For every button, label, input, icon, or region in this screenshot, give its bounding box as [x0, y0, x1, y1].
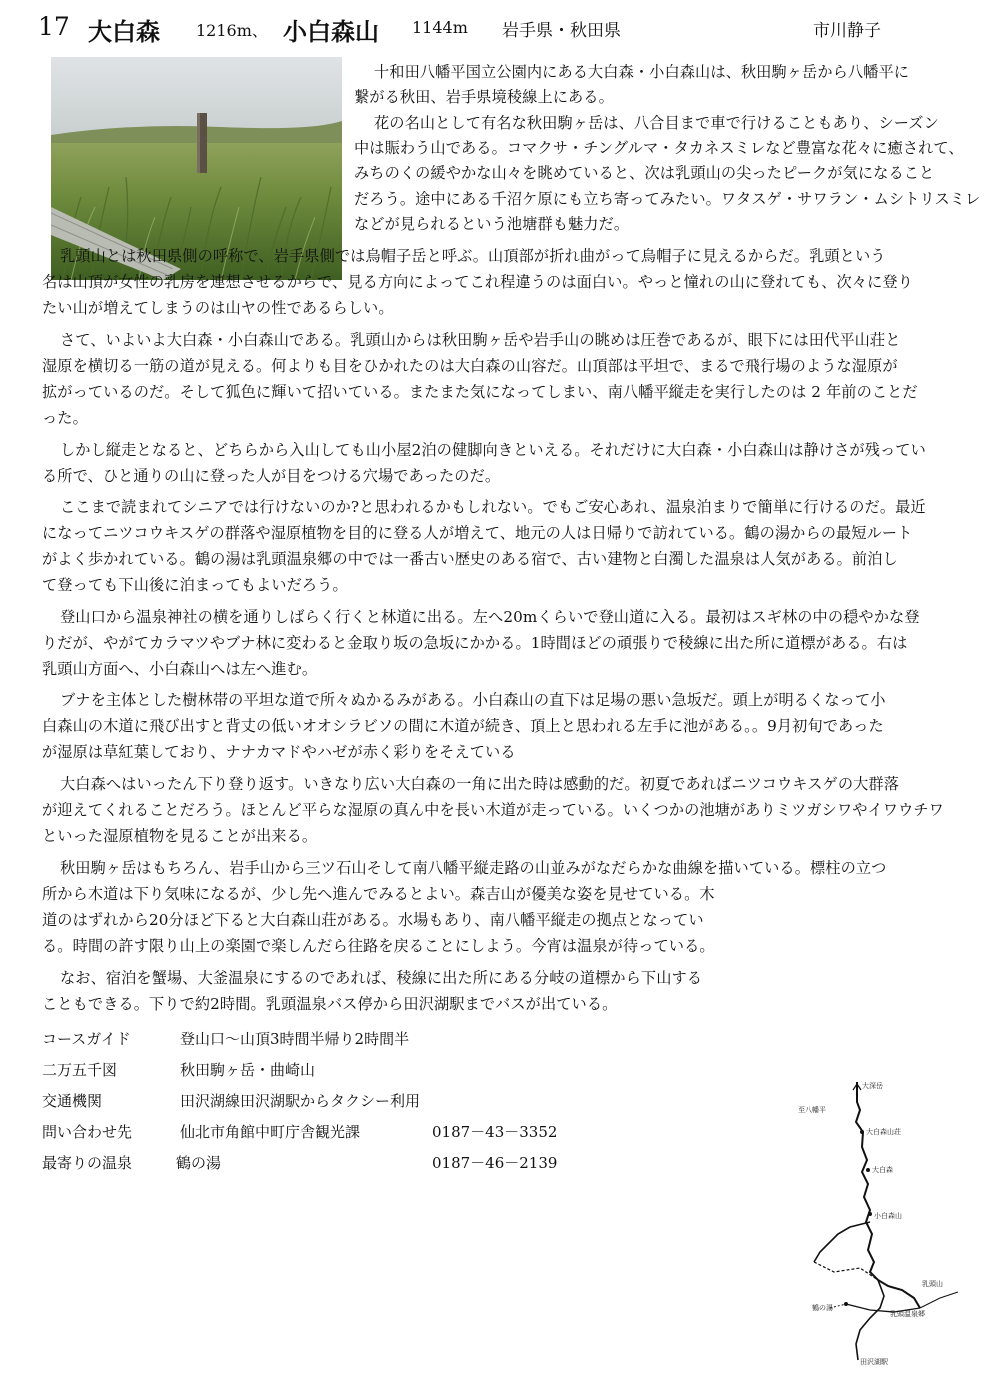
guide-value: 登山口～山頂3時間半帰り2時間半 [180, 1030, 410, 1048]
guide-label: 交通機関 [42, 1092, 103, 1110]
map-label-nyuto: 乳頭山 [922, 1280, 943, 1288]
body-line: る所で、ひと通りの山に登った人が目をつける穴場であったのだ。 [42, 467, 501, 485]
body-line: しかし縦走となると、どちらから入山しても山小屋2泊の健脚向きといえる。それだけに大白森・小白森山は静けさが残ってい [60, 441, 926, 459]
route-map [790, 1072, 965, 1372]
guide-value: 鶴の湯 [176, 1154, 222, 1172]
guide-phone: 0187－43－3352 [432, 1123, 558, 1141]
body-line: 乳頭山方面へ、小白森山へは左へ進む。 [42, 660, 318, 678]
body-line: 十和田八幡平国立公園内にある大白森・小白森山は、秋田駒ヶ岳から八幡平に [374, 63, 910, 81]
body-line: こともできる。下りで約2時間。乳頭温泉バス停から田沢湖駅までバスが出ている。 [42, 995, 618, 1013]
map-label-sanso: 大白森山荘 [866, 1128, 901, 1136]
body-line: みちのくの緩やかな山々を眺めていると、次は乳頭山の尖ったピークが気になること [354, 164, 935, 182]
body-line: なお、宿泊を蟹場、大釜温泉にするのであれば、稜線に出た所にある分岐の道標から下山する [60, 969, 703, 987]
body-line: る。時間の許す限り山上の楽園で楽しんだら往路を戻ることにしよう。今宵は温泉が待っている。 [42, 937, 715, 955]
peak1-name: 大白森 [88, 18, 160, 46]
body-line: りだが、やがてカラマツやブナ林に変わると金取り坂の急坂にかかる。1時間ほどの頑張りで稜線に出た所に道標がある。右は [42, 634, 908, 652]
body-line: 白森山の木道に飛び出すと背丈の低いオオシラビソの間に木道が続き、頂上と思われる左手に池がある。。9月初旬であった [42, 717, 884, 735]
map-label-koshiromori: 小白森山 [874, 1212, 902, 1220]
body-line: が湿原は草紅葉しており、ナナカマドやハゼが赤く彩りをそえている [42, 743, 516, 761]
guide-label: 問い合わせ先 [42, 1123, 133, 1141]
map-label-odake: 大深岳 [862, 1082, 883, 1090]
map-label-hachimantai: 至八幡平 [798, 1106, 826, 1114]
body-line: が迎えてくれることだろう。ほとんど平らな湿原の真ん中を長い木道が走っている。いくつかの池塘がありミツガシワやイワウチワ [42, 801, 944, 819]
body-line: 乳頭山とは秋田県側の呼称で、岩手県側では烏帽子岳と呼ぶ。山頂部が折れ曲がって烏帽子に見えるからだ。乳頭という [60, 247, 886, 265]
body-line: などが見られるという池塘群も魅力だ。 [354, 215, 630, 233]
body-line: ここまで読まれてシニアでは行けないのか?と思われるかもしれない。でもご安心あれ、温泉泊まりで簡単に行けるのだ。最近 [60, 498, 926, 516]
title-row [38, 10, 978, 46]
body-line: たい山が増えてしまうのは山ヤの性であるらしい。 [42, 299, 394, 317]
body-line: 道のはずれから20分ほど下ると大白森山荘がある。水場もあり、南八幡平縦走の拠点となってい [42, 911, 704, 929]
peak2-elevation: 1144m [412, 18, 468, 37]
guide-label: 最寄りの温泉 [42, 1154, 133, 1172]
author: 市川静子 [813, 21, 881, 41]
guide-value: 田沢湖線田沢湖駅からタクシー利用 [180, 1092, 421, 1110]
guide-phone: 0187－46－2139 [432, 1154, 558, 1172]
body-line: った。 [42, 409, 88, 427]
body-line: 秋田駒ヶ岳はもちろん、岩手山から三ツ石山そして南八幡平縦走路の山並みがなだらかな曲線を描いている。標柱の立つ [60, 859, 887, 877]
body-line: 花の名山として有名な秋田駒ヶ岳は、八合目まで車で行けることもあり、シーズン [374, 114, 939, 132]
guide-value: 秋田駒ヶ岳・曲崎山 [180, 1061, 316, 1079]
body-line: 所から木道は下り気味になるが、少し先へ進んでみるとよい。森吉山が優美な姿を見せている。木 [42, 885, 715, 903]
guide-label: コースガイド [42, 1030, 131, 1048]
body-line: さて、いよいよ大白森・小白森山である。乳頭山からは秋田駒ヶ岳や岩手山の眺めは圧巻であるが、眼下には田代平山荘と [60, 331, 901, 349]
map-label-onsenkyo: 乳頭温泉郷 [890, 1310, 925, 1318]
body-line: だろう。途中にある千沼ケ原にも立ち寄ってみたい。ワタスゲ・サワラン・ムシトリスミレ [354, 190, 981, 208]
chapter-number: 17 [38, 12, 70, 41]
body-line: 拡がっているのだ。そして狐色に輝いて招いている。またまた気になってしまい、南八幡平縦走を実行したのは 2 年前のことだ [42, 383, 918, 401]
body-line: 登山口から温泉神社の横を通りしばらく行くと林道に出る。左へ20mくらいで登山道に入る。最初はスギ林の中の穏やかな登 [60, 608, 920, 626]
body-line: 大白森へはいったん下り登り返す。いきなり広い大白森の一角に出た時は感動的だ。初夏であればニツコウキスゲの大群落 [60, 775, 899, 793]
body-line: といった湿原植物を見ることが出来る。 [42, 827, 318, 845]
peak1-elevation: 1216m、 [196, 21, 268, 40]
prefecture: 岩手県・秋田県 [502, 21, 621, 41]
body-line: 中は賑わう山である。コマクサ・チングルマ・タカネスミレなど豊富な花々に癒されて、 [354, 139, 964, 157]
map-label-station: 田沢湖駅 [860, 1358, 888, 1366]
body-line: がよく歩かれている。鶴の湯は乳頭温泉郷の中では一番古い歴史のある宿で、古い建物と白濁した温泉は人気がある。前泊し [42, 550, 898, 568]
map-label-oshiromori: 大白森 [872, 1166, 893, 1174]
body-line: ブナを主体とした樹林帯の平坦な道で所々ぬかるみがある。小白森山の直下は足場の悪い急坂だ。頭上が明るくなって小 [60, 691, 886, 709]
guide-label: 二万五千図 [42, 1061, 118, 1079]
guide-value: 仙北市角館中町庁舎観光課 [180, 1123, 361, 1141]
body-line: 名は山頂が女性の乳房を連想させるからで、見る方向によってこれ程違うのは面白い。やっと憧れの山に登れても、次々に登り [42, 273, 913, 291]
ridge-route-line [856, 1082, 920, 1308]
body-line: 湿原を横切る一筋の道が見える。何よりも目をひかれたのは大白森の山容だ。山頂部は平坦で、まるで飛行場のような湿原が [42, 357, 898, 375]
map-label-tsurunoyu: 鶴の湯 [812, 1304, 833, 1312]
body-line: 繋がる秋田、岩手県境稜線上にある。 [354, 88, 614, 106]
body-line: になってニツコウキスゲの群落や湿原植物を目的に登る人が増えて、地元の人は日帰りで訪れている。鶴の湯からの最短ルート [42, 524, 913, 542]
peak2-name: 小白森山 [283, 18, 379, 46]
body-line: て登っても下山後に泊まってもよいだろう。 [42, 576, 348, 594]
